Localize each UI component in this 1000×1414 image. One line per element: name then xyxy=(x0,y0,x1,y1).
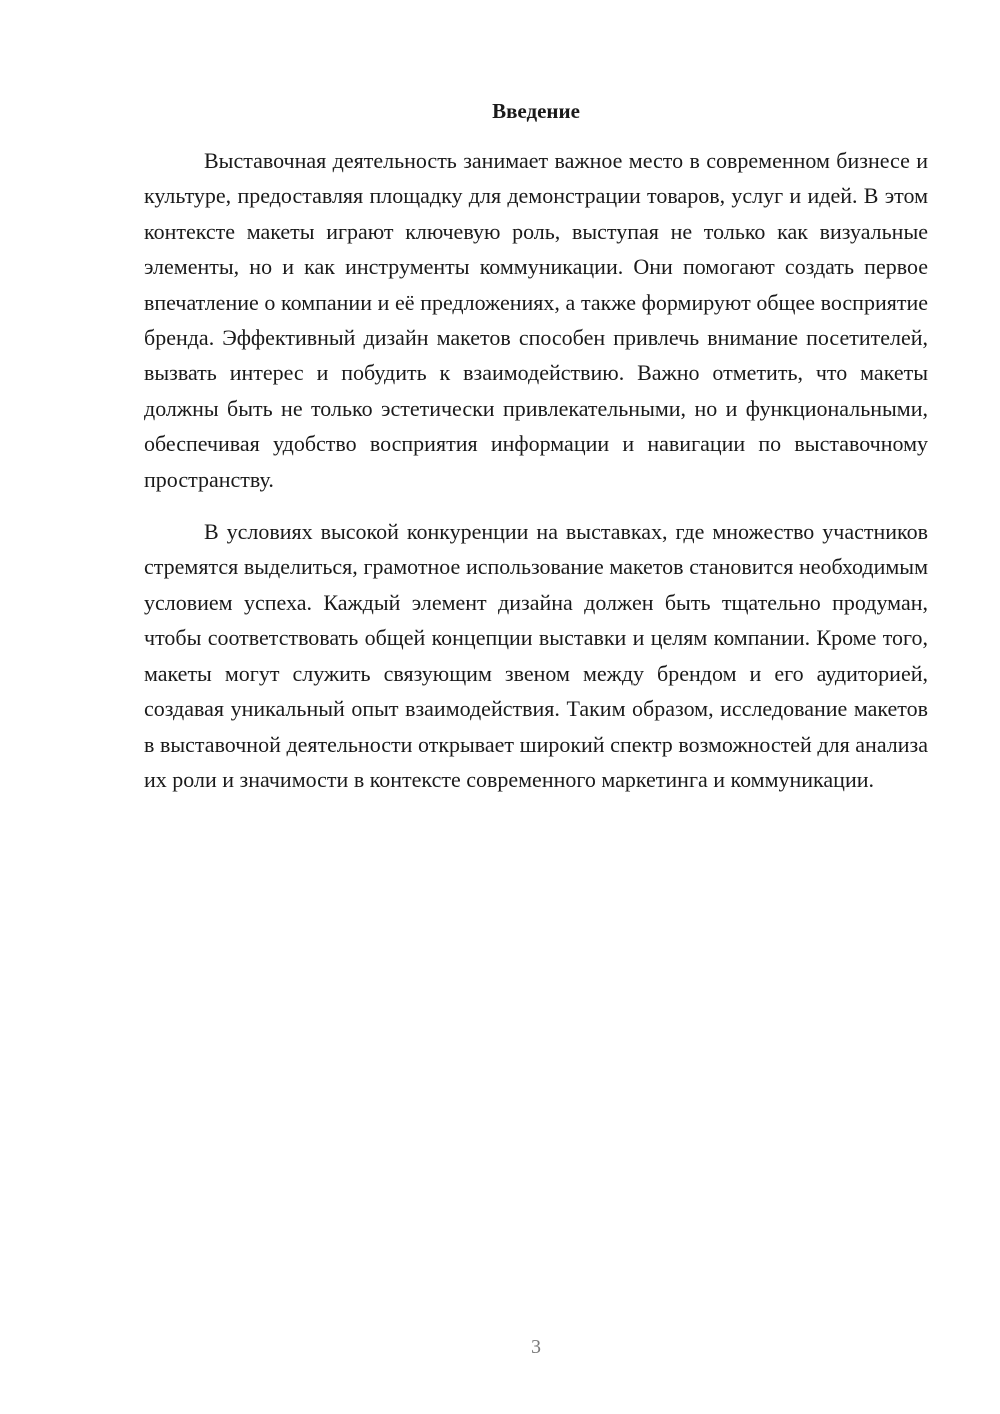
page-number: 3 xyxy=(531,1336,541,1358)
body-text xyxy=(144,143,928,797)
section-heading: Введение xyxy=(492,99,580,123)
paragraph: В условиях высокой конкуренции на выставках, где множество участников стремятся выделиться, грамотное использование макетов становится необходимым условием успеха. Каждый элемент дизайна должен быть тщательно продуман, чтобы соответствовать общей концепции выставки и целям компании. Кроме того, макеты могут служить связующим звеном между брендом и его аудиторией, создавая уникальный опыт взаимодействия. Таким образом, исследование макетов в выставочной деятельности открывает широкий спектр возможностей для анализа их роли и значимости в контексте современного маркетинга и коммуникации. xyxy=(144,519,928,792)
paragraph: Выставочная деятельность занимает важное место в современном бизнесе и культуре, предоставляя площадку для демонстрации товаров, услуг и идей. В этом контексте макеты играют ключевую роль, выступая не только как визуальные элементы, но и как инструменты коммуникации. Они помогают создать первое впечатление о компании и её предложениях, а также формируют общее восприятие бренда. Эффективный дизайн макетов способен привлечь внимание посетителей, вызвать интерес и побудить к взаимодействию. Важно отметить, что макеты должны быть не только эстетически привлекательными, но и функциональными, обеспечивая удобство восприятия информации и навигации по выставочному пространству. xyxy=(144,148,928,492)
